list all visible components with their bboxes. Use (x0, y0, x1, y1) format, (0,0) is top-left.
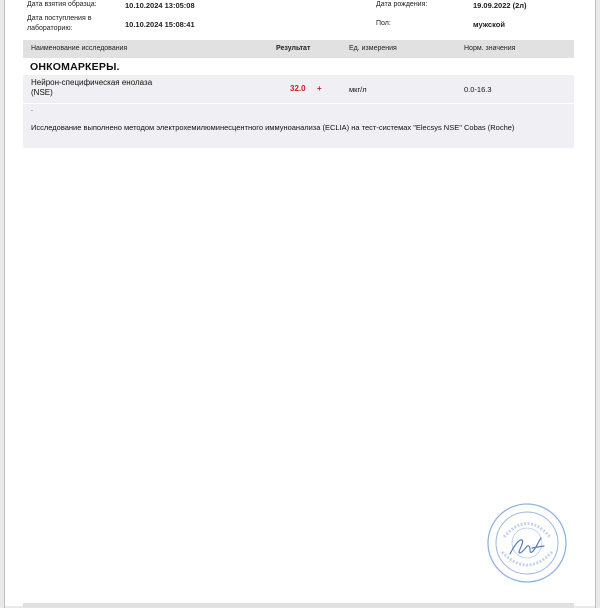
method-note-text: Исследование выполнено методом электрохемилюминесцентного иммуноанализа (ECLIA) на тест-системах "Elecsys NSE" Cobas (Roche) (31, 123, 515, 132)
sex-label: Пол: (376, 20, 391, 27)
column-header-unit: Ед. измерения (349, 45, 397, 52)
lab-date-label-line1: Дата поступления в (27, 15, 92, 22)
abnormal-flag: + (317, 84, 322, 93)
column-header-norm: Норм. значения (464, 45, 516, 52)
method-note (23, 104, 574, 148)
test-result-value: 32.0 (290, 84, 306, 93)
results-table-header (23, 40, 574, 58)
note-marker: . (31, 106, 33, 113)
test-name (31, 78, 191, 98)
round-stamp-seal (486, 502, 568, 584)
lab-date-label-line2: лабораторию: (27, 25, 73, 32)
section-title: ОНКОМАРКЕРЫ. (30, 61, 120, 73)
table-row (23, 75, 574, 103)
footer-bar (23, 603, 574, 608)
sample-date-value: 10.10.2024 13:05:08 (125, 1, 195, 10)
column-header-name: Наименование исследования (31, 45, 128, 52)
birth-date-value: 19.09.2022 (2л) (473, 1, 527, 10)
column-header-result: Результат (276, 45, 311, 52)
test-unit: мкг/л (349, 85, 367, 94)
sex-value: мужской (473, 20, 505, 29)
test-name-line1: Нейрон-специфическая енолаза (31, 78, 153, 87)
sample-date-label: Дата взятия образца: (27, 1, 97, 8)
test-name-line2: (NSE) (31, 88, 53, 97)
birth-date-label: Дата рождения: (376, 1, 428, 8)
test-reference-range: 0.0-16.3 (464, 85, 492, 94)
lab-date-value: 10.10.2024 15:08:41 (125, 20, 195, 29)
right-page-edge (595, 0, 596, 608)
